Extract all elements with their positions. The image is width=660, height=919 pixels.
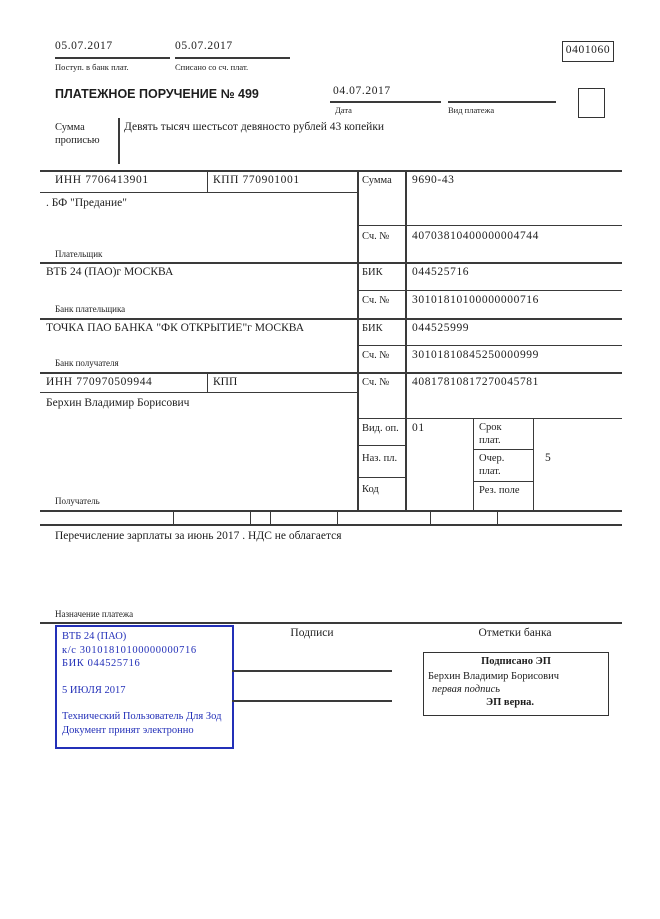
table-border — [357, 418, 622, 419]
payment-type-label: Вид платежа — [448, 105, 495, 115]
signatures-label: Подписи — [290, 627, 334, 639]
receiver-bank-section-label: Банк получателя — [55, 358, 119, 368]
table-border — [207, 170, 208, 192]
bank-stamp-user: Технический Пользователь Для Зод — [62, 711, 222, 722]
table-border — [270, 511, 271, 524]
signature-stamp-name: Берхин Владимир Борисович — [428, 671, 559, 682]
table-border — [430, 511, 431, 524]
op-type-value: 01 — [412, 422, 425, 434]
divider-line — [118, 118, 120, 164]
received-date-label: Поступ. в банк плат. — [55, 62, 129, 72]
table-border — [207, 372, 208, 392]
table-border — [473, 481, 533, 482]
signature-stamp-valid: ЭП верна. — [486, 697, 535, 708]
divider-line — [448, 101, 556, 103]
divider-line — [55, 57, 170, 59]
table-border — [40, 318, 622, 320]
bank-stamp-corr-acc: к/с 30101810100000000716 — [62, 644, 197, 656]
payer-inn: ИНН 7706413901 — [55, 174, 149, 186]
document-date: 04.07.2017 — [333, 85, 391, 97]
table-border — [40, 392, 357, 393]
order-value: 5 — [545, 452, 551, 464]
reserve-label: Рез. поле — [479, 485, 520, 496]
due-label: Срок плат. — [479, 422, 502, 446]
table-border — [357, 445, 406, 446]
payment-type-box — [578, 88, 605, 118]
amount-words: Девять тысяч шестьсот девяносто рублей 43 копейки — [124, 121, 385, 133]
payer-acc-label: Сч. № — [362, 231, 390, 242]
bank-marks-label: Отметки банка — [478, 627, 552, 639]
document-title: ПЛАТЕЖНОЕ ПОРУЧЕНИЕ № 499 — [55, 87, 259, 101]
table-border — [337, 511, 338, 524]
spacer — [62, 697, 227, 710]
payer-name: . БФ "Предание" — [46, 197, 127, 209]
bank-stamp-date: 5 ИЮЛЯ 2017 — [62, 684, 126, 696]
receiver-name: Берхин Владимир Борисович — [46, 397, 190, 409]
table-border — [250, 511, 251, 524]
form-code-box: 0401060 — [562, 41, 614, 62]
table-border — [40, 262, 622, 264]
receiver-section-label: Получатель — [55, 496, 100, 506]
payer-acc-value: 40703810400000004744 — [412, 230, 539, 242]
divider-line — [40, 622, 622, 624]
op-type-label: Вид. оп. — [362, 423, 399, 434]
table-border — [405, 170, 407, 510]
signature-stamp-kind: первая подпись — [432, 684, 501, 695]
payer-bank-name: ВТБ 24 (ПАО)г МОСКВА — [46, 266, 174, 278]
receiver-kpp: КПП — [213, 376, 238, 388]
payer-bank-bik-value: 044525716 — [412, 266, 470, 278]
table-border — [473, 418, 474, 510]
receiver-inn: ИНН 770970509944 — [46, 376, 153, 388]
table-border — [173, 511, 174, 524]
signature-line — [232, 670, 392, 672]
table-border — [40, 170, 622, 172]
table-border — [357, 290, 622, 291]
table-border — [357, 225, 622, 226]
bank-stamp-bank: ВТБ 24 (ПАО) — [62, 631, 127, 642]
code-label: Код — [362, 484, 379, 495]
bank-stamp-bik: БИК 044525716 — [62, 658, 141, 669]
payer-bank-section-label: Банк плательщика — [55, 304, 126, 314]
receiver-bank-acc-label: Сч. № — [362, 350, 390, 361]
bank-stamp-note: Документ принят электронно — [62, 724, 194, 736]
sum-label: Сумма — [362, 175, 392, 186]
table-border — [40, 192, 357, 193]
purpose-label: Назначение платежа — [55, 609, 134, 619]
payer-bank-bik-label: БИК — [362, 267, 383, 278]
table-border — [357, 170, 359, 510]
table-border — [497, 511, 498, 524]
date-label: Дата — [335, 105, 352, 115]
payer-bank-acc-value: 30101810100000000716 — [412, 294, 539, 306]
sum-value: 9690-43 — [412, 174, 455, 186]
table-border — [357, 477, 406, 478]
amount-words-label: Сумма прописью — [55, 122, 100, 146]
table-border — [357, 345, 622, 346]
pay-purpose-label: Наз. пл. — [362, 453, 398, 464]
table-border — [533, 418, 534, 510]
spacer — [62, 671, 227, 684]
receiver-bank-name: ТОЧКА ПАО БАНКА "ФК ОТКРЫТИЕ"г МОСКВА — [46, 322, 304, 334]
receiver-bank-bik-value: 044525999 — [412, 322, 470, 334]
receiver-bank-acc-value: 30101810845250000999 — [412, 349, 539, 361]
receiver-bank-bik-label: БИК — [362, 323, 383, 334]
divider-line — [330, 101, 441, 103]
receiver-acc-value: 40817810817270045781 — [412, 376, 539, 388]
signature-stamp-title: Подписано ЭП — [481, 656, 551, 667]
purpose-text: Перечисление зарплаты за июнь 2017 . НДС не облагается — [55, 530, 342, 542]
payer-section-label: Плательщик — [55, 249, 103, 259]
receiver-acc-label: Сч. № — [362, 377, 390, 388]
received-date: 05.07.2017 — [55, 40, 113, 52]
divider-line — [175, 57, 290, 59]
signature-line — [232, 700, 392, 702]
table-border — [473, 449, 533, 450]
debited-date: 05.07.2017 — [175, 40, 233, 52]
debited-date-label: Списано со сч. плат. — [175, 62, 249, 72]
table-border — [40, 524, 622, 526]
payer-bank-acc-label: Сч. № — [362, 295, 390, 306]
table-border — [40, 510, 622, 512]
payer-kpp: КПП 770901001 — [213, 174, 300, 186]
order-label: Очер. плат. — [479, 453, 505, 477]
table-border — [40, 372, 622, 374]
bank-stamp — [55, 625, 234, 749]
signature-stamp — [423, 652, 609, 716]
